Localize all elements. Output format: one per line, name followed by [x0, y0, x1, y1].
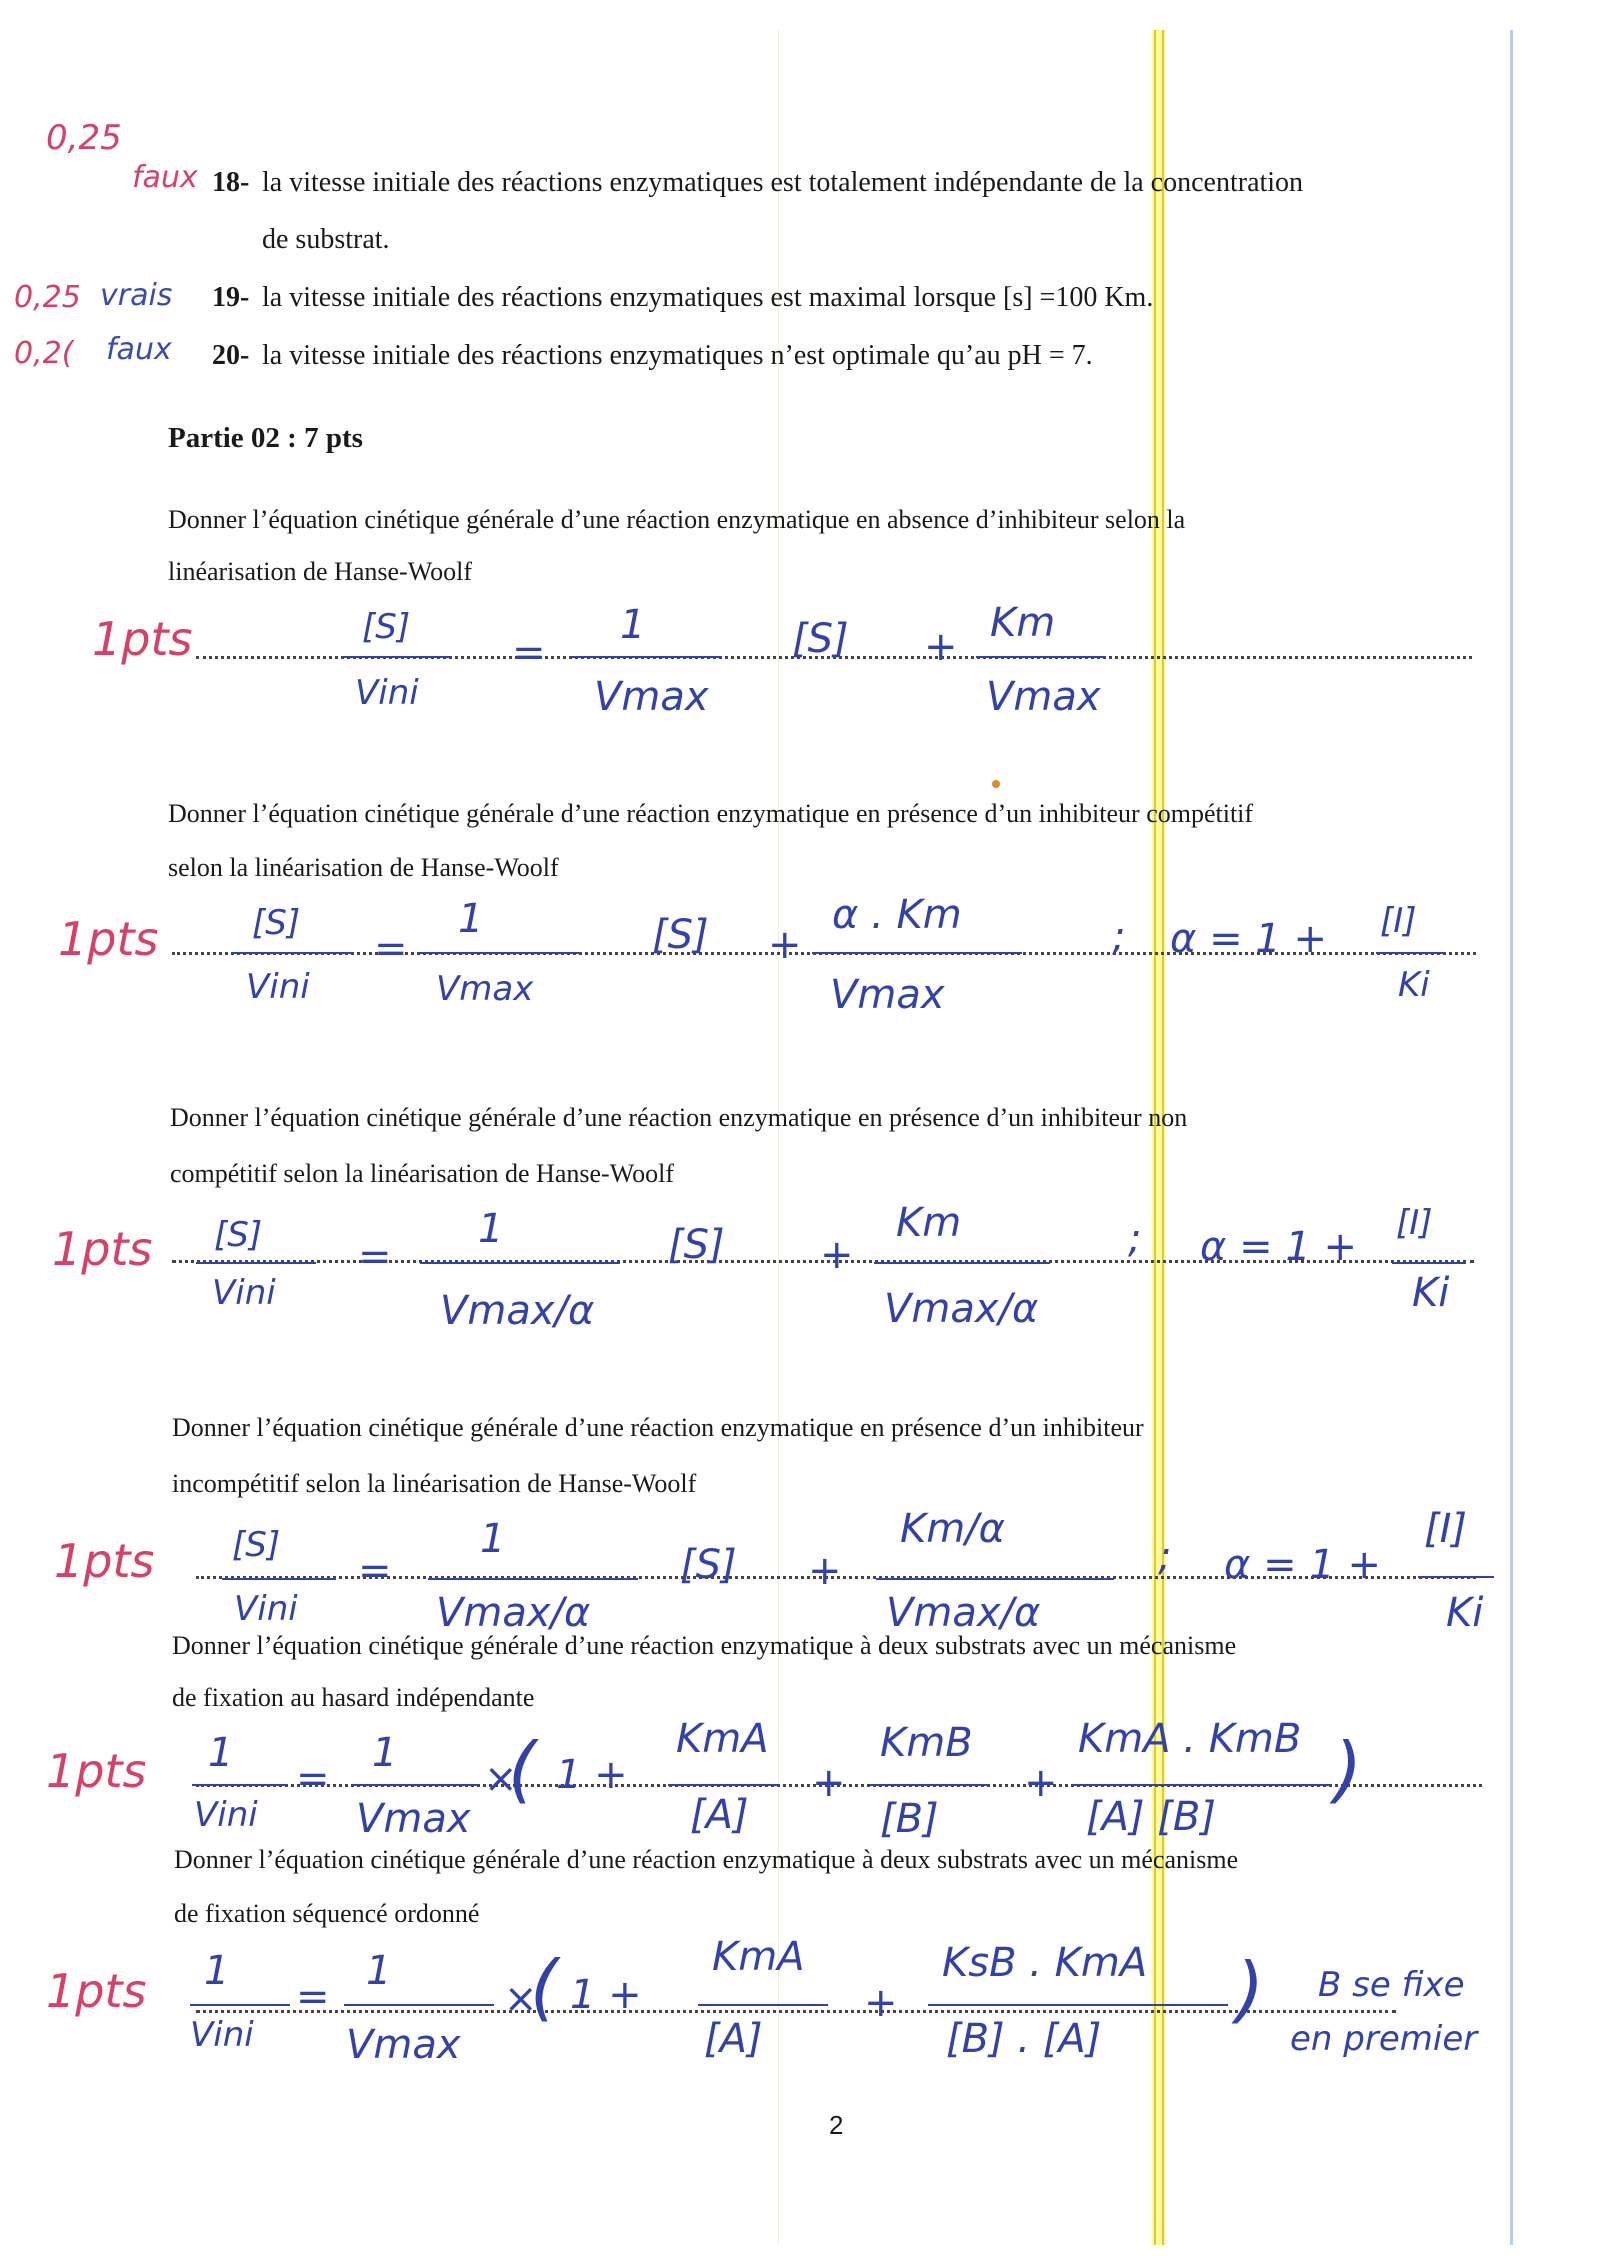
section-4-num-km-alpha: Km/α — [900, 1506, 1006, 1552]
section-4-fraction-bar-2 — [428, 1578, 638, 1580]
section-2-num-i: [I] — [1380, 901, 1417, 941]
section-2-question: Donner l’équation cinétique générale d’une réaction enzymatique en présence d’un inhibiteur compétitif — [168, 799, 1254, 828]
question-20-answer: faux — [106, 332, 172, 367]
section-3-num-km: Km — [896, 1200, 962, 1246]
section-6-score: 1pts — [46, 1964, 147, 2018]
section-5-plus-2: + — [1024, 1760, 1058, 1806]
section-5-num-kma: KmA — [676, 1716, 769, 1762]
section-2-plus: + — [768, 922, 802, 968]
section-6-fraction-bar-4 — [928, 2004, 1228, 2006]
highlight-edge-right — [1162, 30, 1164, 2245]
section-2-score: 1pts — [58, 912, 159, 966]
section-3-num-s: [S] — [214, 1215, 263, 1255]
section-1-plus: + — [924, 624, 958, 670]
section-5-num-kmb: KmB — [880, 1720, 973, 1766]
section-4-num-s: [S] — [232, 1525, 281, 1565]
section-6-den-b-a: [B] . [A] — [946, 2016, 1102, 2062]
section-3-fraction-bar-2 — [420, 1262, 620, 1264]
section-5-den-a: [A] — [690, 1792, 749, 1838]
page-number: 2 — [829, 2110, 844, 2140]
section-3-separator: ; — [1128, 1216, 1142, 1262]
section-3-num-one: 1 — [478, 1206, 504, 1252]
section-3-plus: + — [820, 1232, 854, 1278]
section-6-fraction-bar-2 — [344, 2004, 494, 2006]
section-4-mult-s: [S] — [680, 1542, 737, 1588]
section-2-fraction-bar-2 — [420, 952, 580, 954]
section-3-den-ki: Ki — [1412, 1270, 1450, 1316]
section-5-one-plus: 1 + — [556, 1752, 628, 1798]
section-5-equals: = — [296, 1756, 330, 1802]
question-18-number: 18- — [212, 167, 250, 198]
section-2-fraction-bar-3 — [812, 952, 1022, 954]
section-4-den-vmax-alpha-2: Vmax/α — [886, 1590, 1041, 1636]
section-2-num-alpha-km: α . Km — [832, 892, 962, 938]
section-5-num-one: 1 — [208, 1730, 234, 1776]
section-6-question: Donner l’équation cinétique générale d’une réaction enzymatique à deux substrats avec un mécanisme — [174, 1845, 1239, 1874]
section-2-question-cont: selon la linéarisation de Hanse-Woolf — [168, 853, 559, 882]
section-1-den-vmax-2: Vmax — [986, 674, 1101, 720]
section-3-fraction-bar-3 — [874, 1262, 1050, 1264]
section-2-equals: = — [374, 926, 408, 972]
section-6-times: × — [504, 1976, 538, 2022]
section-4-score: 1pts — [54, 1534, 155, 1588]
section-5-paren-open: ( — [508, 1727, 537, 1811]
section-6-note-line1: B se fixe — [1318, 1965, 1465, 2005]
margin-line — [1510, 30, 1513, 2245]
question-19-text: la vitesse initiale des réactions enzymatiques est maximal lorsque [s] =100 Km. — [262, 282, 1154, 313]
section-4-fraction-bar-4 — [1418, 1576, 1494, 1578]
section-1-mult-s: [S] — [792, 616, 849, 662]
section-1-num-one: 1 — [620, 602, 646, 648]
section-2-num-s: [S] — [252, 903, 301, 943]
section-6-answer-line — [196, 2010, 1396, 2013]
section-2-num-one: 1 — [458, 896, 484, 942]
section-2-separator: ; — [1112, 914, 1126, 960]
section-4-fraction-bar — [222, 1578, 336, 1580]
section-2-den-ki: Ki — [1398, 965, 1430, 1005]
question-18-text: la vitesse initiale des réactions enzymatiques est totalement indépendante de la concentration — [262, 167, 1304, 198]
section-1-question-cont: linéarisation de Hanse-Woolf — [168, 557, 473, 586]
section-1-num-s: [S] — [362, 607, 411, 647]
section-6-question-cont: de fixation séquencé ordonné — [174, 1899, 480, 1928]
highlight-edge-left — [1154, 30, 1156, 2245]
section-2-fraction-bar — [232, 952, 352, 954]
section-6-one-plus: 1 + — [570, 1972, 642, 2018]
section-3-alpha-def: α = 1 + — [1200, 1224, 1357, 1270]
section-3-num-i: [I] — [1396, 1203, 1433, 1243]
section-4-separator: ; — [1158, 1534, 1172, 1580]
section-5-den-vmax: Vmax — [356, 1796, 471, 1842]
section-4-den-vini: Vini — [234, 1589, 298, 1629]
section-2-den-vmax: Vmax — [436, 969, 534, 1009]
section-2-den-vmax-2: Vmax — [830, 972, 945, 1018]
section-5-paren-close: ) — [1334, 1727, 1363, 1811]
section-6-paren-close: ) — [1236, 1947, 1265, 2031]
question-18-text-cont: de substrat. — [262, 224, 390, 255]
section-6-note-line2: en premier — [1290, 2019, 1478, 2059]
question-20-score: 0,2( — [14, 336, 74, 371]
section-4-den-vmax-alpha: Vmax/α — [436, 1590, 591, 1636]
section-6-den-vini: Vini — [190, 2015, 254, 2055]
section-1-den-vmax: Vmax — [594, 674, 709, 720]
section-1-score: 1pts — [92, 612, 193, 666]
question-18-score: 0,25 — [46, 118, 122, 158]
section-heading: Partie 02 : 7 pts — [168, 422, 363, 454]
section-6-plus: + — [864, 1980, 898, 2026]
section-4-den-ki: Ki — [1446, 1590, 1484, 1636]
section-3-question: Donner l’équation cinétique générale d’une réaction enzymatique en présence d’un inhibiteur non — [170, 1103, 1188, 1132]
section-4-question: Donner l’équation cinétique générale d’une réaction enzymatique en présence d’un inhibiteur — [172, 1413, 1144, 1442]
section-5-num-kma-kmb: KmA . KmB — [1078, 1716, 1302, 1762]
question-18-answer: faux — [132, 160, 198, 195]
section-5-fraction-bar — [192, 1784, 288, 1786]
section-6-paren-open: ( — [530, 1945, 559, 2029]
section-2-alpha-def: α = 1 + — [1170, 916, 1327, 962]
section-6-fraction-bar-3 — [698, 2004, 828, 2006]
section-3-equals: = — [358, 1234, 392, 1280]
section-3-den-vmax-alpha-2: Vmax/α — [884, 1286, 1039, 1332]
section-2-den-vini: Vini — [246, 967, 310, 1007]
section-6-num-ksb-kma: KsB . KmA — [942, 1940, 1148, 1986]
section-6-num-kma: KmA — [712, 1934, 805, 1980]
section-5-fraction-bar-4 — [870, 1784, 990, 1786]
section-2-mult-s: [S] — [652, 912, 709, 958]
question-20-number: 20- — [212, 340, 250, 371]
section-1-question: Donner l’équation cinétique générale d’une réaction enzymatique en absence d’inhibiteur selon la — [168, 505, 1186, 534]
section-6-fraction-bar — [190, 2004, 290, 2006]
section-6-num-one-2: 1 — [366, 1948, 392, 1994]
question-19-answer: vrais — [100, 278, 173, 313]
section-5-den-a-b: [A] [B] — [1086, 1794, 1216, 1840]
section-4-question-cont: incompétitif selon la linéarisation de Hanse-Woolf — [172, 1469, 697, 1498]
section-5-num-one-2: 1 — [372, 1730, 398, 1776]
section-1-fraction-bar — [342, 656, 452, 658]
section-6-den-a: [A] — [704, 2016, 763, 2062]
section-5-fraction-bar-2 — [352, 1784, 478, 1786]
section-1-num-km: Km — [990, 600, 1056, 646]
section-4-fraction-bar-3 — [876, 1578, 1114, 1580]
question-20-text: la vitesse initiale des réactions enzymatiques n’est optimale qu’au pH = 7. — [262, 340, 1093, 371]
section-2-fraction-bar-4 — [1376, 952, 1446, 954]
section-6-equals: = — [296, 1974, 330, 2020]
section-1-fraction-bar-3 — [976, 656, 1106, 658]
section-1-den-vini: Vini — [355, 673, 419, 713]
section-4-plus: + — [808, 1548, 842, 1594]
section-1-fraction-bar-2 — [572, 656, 722, 658]
section-3-score: 1pts — [52, 1222, 153, 1276]
section-4-num-i: [I] — [1424, 1506, 1468, 1552]
section-3-den-vini: Vini — [212, 1273, 276, 1313]
section-6-num-one: 1 — [204, 1948, 230, 1994]
section-3-den-vmax-alpha: Vmax/α — [440, 1288, 595, 1334]
question-19-score: 0,25 — [14, 280, 81, 315]
section-4-alpha-def: α = 1 + — [1224, 1542, 1381, 1588]
section-3-fraction-bar-4 — [1392, 1262, 1466, 1264]
section-5-score: 1pts — [46, 1744, 147, 1798]
section-5-den-b: [B] — [880, 1796, 939, 1842]
section-1-equals: = — [512, 630, 546, 676]
section-5-times: × — [484, 1756, 518, 1802]
section-3-question-cont: compétitif selon la linéarisation de Hanse-Woolf — [170, 1159, 675, 1188]
section-5-den-vini: Vini — [194, 1795, 258, 1835]
section-3-fraction-bar — [196, 1262, 316, 1264]
section-6-den-vmax: Vmax — [346, 2022, 461, 2068]
question-19-number: 19- — [212, 282, 250, 313]
section-4-num-one: 1 — [480, 1516, 506, 1562]
ink-spot — [992, 780, 1000, 788]
section-5-fraction-bar-5 — [1072, 1784, 1332, 1786]
section-4-equals: = — [358, 1548, 392, 1594]
section-3-mult-s: [S] — [668, 1222, 725, 1268]
section-5-fraction-bar-3 — [668, 1784, 780, 1786]
section-5-question: Donner l’équation cinétique générale d’une réaction enzymatique à deux substrats avec un mécanisme — [172, 1631, 1237, 1660]
section-5-plus-1: + — [812, 1760, 846, 1806]
section-5-question-cont: de fixation au hasard indépendante — [172, 1683, 535, 1712]
